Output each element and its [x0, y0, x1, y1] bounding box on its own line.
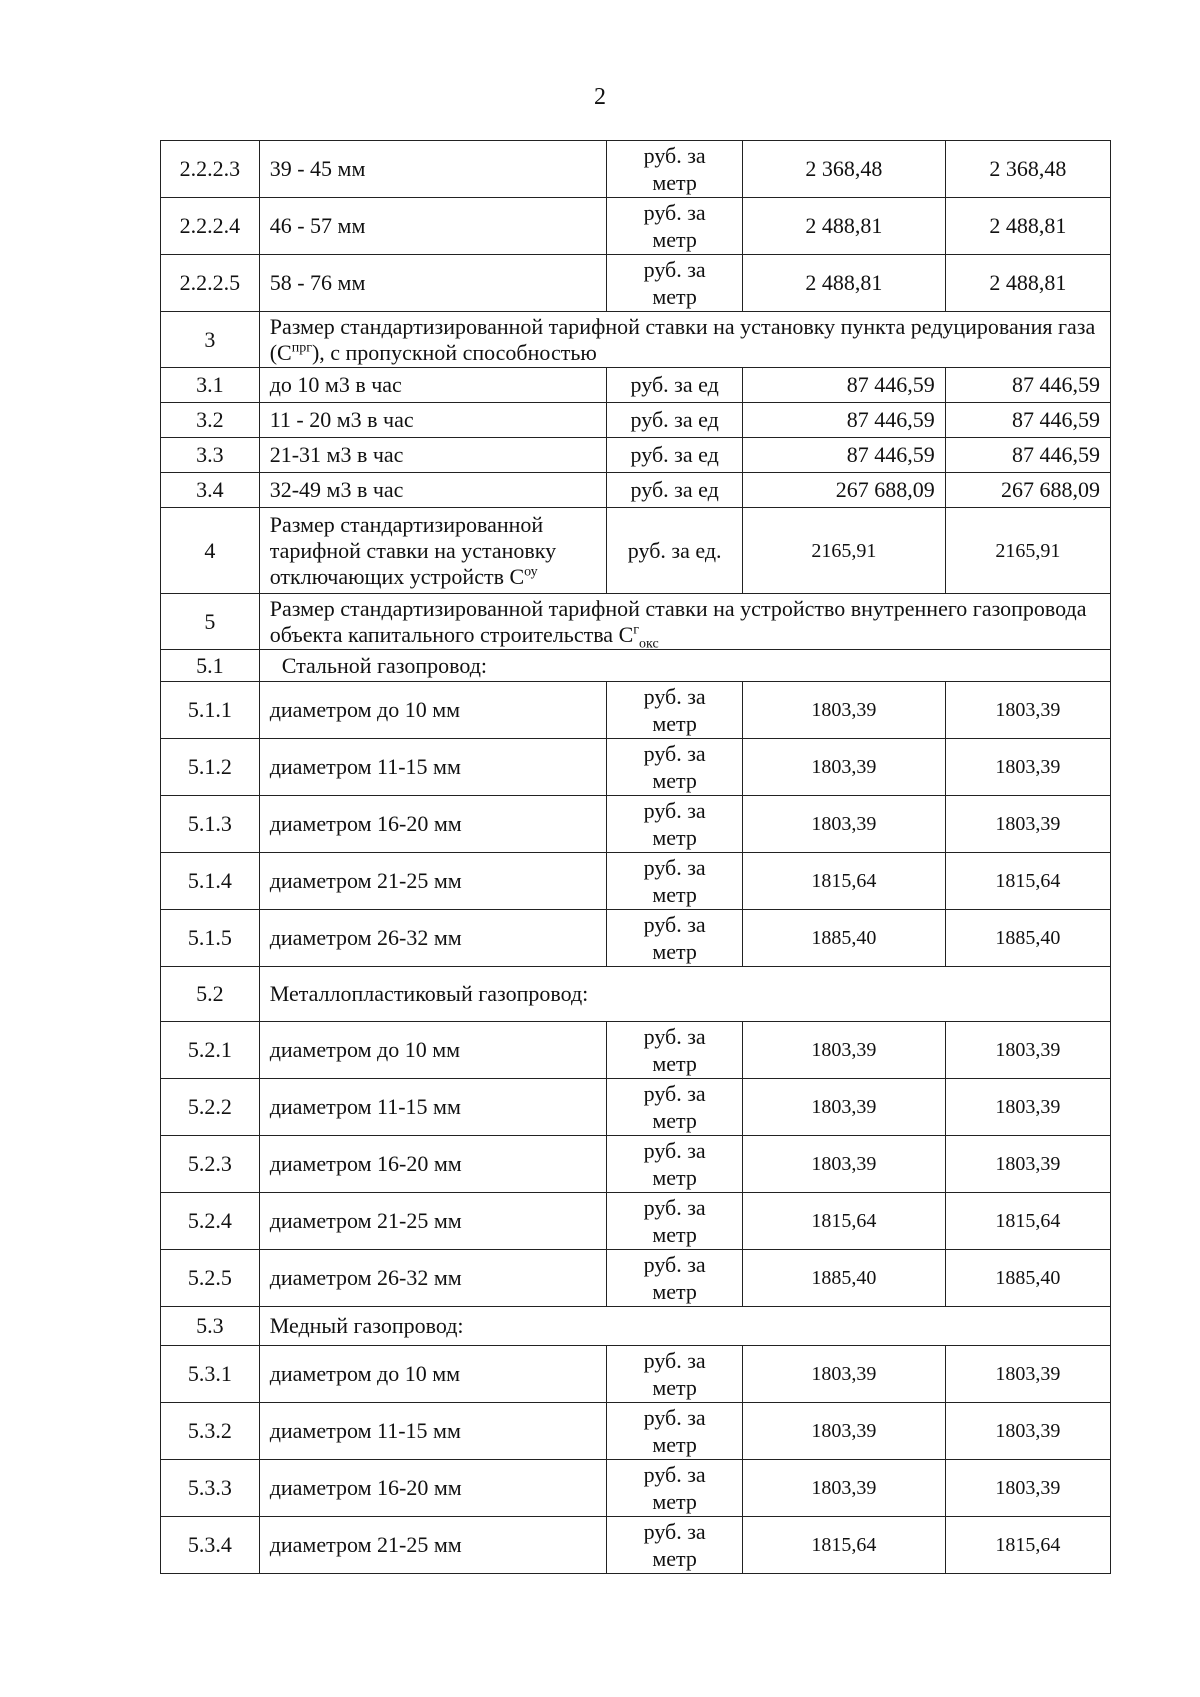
unit-line-1: руб. за — [643, 1405, 706, 1430]
row-code: 5.2.3 — [161, 1136, 260, 1193]
row-name: диаметром 21-25 мм — [259, 1193, 607, 1250]
row-code: 5.3 — [161, 1307, 260, 1346]
row-value-1: 1803,39 — [742, 1022, 945, 1079]
row-value-2: 1803,39 — [945, 1079, 1110, 1136]
row-value-2: 1803,39 — [945, 796, 1110, 853]
row-code: 5.1.5 — [161, 910, 260, 967]
row-value-1: 267 688,09 — [742, 473, 945, 508]
unit-line-1: руб. за — [643, 1348, 706, 1373]
row-unit — [607, 141, 742, 198]
row-code: 3.2 — [161, 403, 260, 438]
unit-line-1: руб. за — [643, 200, 706, 225]
row-name: диаметром до 10 мм — [259, 682, 607, 739]
row-value-1: 1803,39 — [742, 1079, 945, 1136]
row-unit: руб. за ед — [607, 473, 742, 508]
row-name: 58 - 76 мм — [259, 255, 607, 312]
row-value-1: 87 446,59 — [742, 438, 945, 473]
table-row — [161, 1022, 1111, 1079]
row-unit — [607, 1517, 742, 1574]
unit-line-1: руб. за — [643, 1195, 706, 1220]
row-unit — [607, 739, 742, 796]
row-code: 5 — [161, 594, 260, 650]
row-value-2: 1803,39 — [945, 1136, 1110, 1193]
table-row — [161, 1460, 1111, 1517]
row-name: 32-49 м3 в час — [259, 473, 607, 508]
row-unit — [607, 1079, 742, 1136]
row-unit — [607, 682, 742, 739]
heading-text: Размер стандартизированной тарифной ставки на установку пункта редуцирования газа (С — [269, 313, 1096, 365]
row-name: диаметром 16-20 мм — [259, 796, 607, 853]
row-name — [259, 508, 607, 594]
row-code: 3.4 — [161, 473, 260, 508]
row-name: диаметром до 10 мм — [259, 1022, 607, 1079]
row-code: 2.2.2.3 — [161, 141, 260, 198]
row-name: диаметром 16-20 мм — [259, 1136, 607, 1193]
row-code: 2.2.2.4 — [161, 198, 260, 255]
row-code: 5.3.4 — [161, 1517, 260, 1574]
row-code: 3 — [161, 312, 260, 368]
unit-line-2: метр — [652, 1165, 697, 1190]
table-row — [161, 682, 1111, 739]
row-name-text: Размер стандартизированной тарифной ставки на установку отключающих устройств С — [269, 511, 557, 589]
heading-text: Размер стандартизированной тарифной ставки на устройство внутреннего газопровода объекта капитального строительства С — [269, 595, 1087, 647]
unit-line-2: метр — [652, 1489, 697, 1514]
row-unit — [607, 1250, 742, 1307]
row-code: 3.3 — [161, 438, 260, 473]
row-code: 5.2.4 — [161, 1193, 260, 1250]
row-name-superscript: оу — [524, 564, 538, 580]
subsection-title: Металлопластиковый газопровод: — [259, 967, 1110, 1022]
row-unit — [607, 255, 742, 312]
table-row — [161, 312, 1111, 368]
heading-subscript: окс — [639, 635, 659, 651]
unit-line-1: руб. за — [643, 1081, 706, 1106]
row-value-1: 1815,64 — [742, 1517, 945, 1574]
row-name: диаметром 21-25 мм — [259, 1517, 607, 1574]
unit-line-2: метр — [652, 1108, 697, 1133]
unit-line-1: руб. за — [643, 1519, 706, 1544]
row-code: 5.3.3 — [161, 1460, 260, 1517]
row-value-2: 1803,39 — [945, 1460, 1110, 1517]
row-code: 3.1 — [161, 368, 260, 403]
tariff-table — [160, 140, 1111, 1574]
row-value-1: 87 446,59 — [742, 403, 945, 438]
row-unit: руб. за ед. — [607, 508, 742, 594]
row-code: 5.1.1 — [161, 682, 260, 739]
section-heading — [259, 594, 1110, 650]
unit-line-2: метр — [652, 170, 697, 195]
unit-line-2: метр — [652, 1222, 697, 1247]
row-unit: руб. за ед — [607, 403, 742, 438]
unit-line-1: руб. за — [643, 1138, 706, 1163]
row-value-2: 1815,64 — [945, 853, 1110, 910]
row-code: 2.2.2.5 — [161, 255, 260, 312]
row-name: 39 - 45 мм — [259, 141, 607, 198]
subsection-title: Медный газопровод: — [259, 1307, 1110, 1346]
row-value-2: 2 488,81 — [945, 198, 1110, 255]
row-value-1: 1815,64 — [742, 853, 945, 910]
table-row — [161, 141, 1111, 198]
table-row — [161, 1517, 1111, 1574]
row-value-1: 87 446,59 — [742, 368, 945, 403]
row-unit — [607, 1136, 742, 1193]
unit-line-1: руб. за — [643, 741, 706, 766]
row-value-1: 1803,39 — [742, 1403, 945, 1460]
row-code: 4 — [161, 508, 260, 594]
table-row — [161, 910, 1111, 967]
row-name: диаметром 11-15 мм — [259, 739, 607, 796]
row-value-2: 1803,39 — [945, 739, 1110, 796]
unit-line-2: метр — [652, 939, 697, 964]
row-code: 5.1 — [161, 650, 260, 682]
unit-line-2: метр — [652, 1432, 697, 1457]
table-row — [161, 438, 1111, 473]
table-row — [161, 473, 1111, 508]
unit-line-1: руб. за — [643, 855, 706, 880]
row-unit: руб. за ед — [607, 368, 742, 403]
table-row — [161, 368, 1111, 403]
unit-line-2: метр — [652, 1546, 697, 1571]
row-name: диаметром 11-15 мм — [259, 1403, 607, 1460]
row-value-1: 2 488,81 — [742, 198, 945, 255]
unit-line-1: руб. за — [643, 257, 706, 282]
row-name: диаметром 26-32 мм — [259, 1250, 607, 1307]
row-name: 46 - 57 мм — [259, 198, 607, 255]
table-row — [161, 853, 1111, 910]
unit-line-2: метр — [652, 825, 697, 850]
unit-line-2: метр — [652, 1051, 697, 1076]
row-value-2: 1803,39 — [945, 682, 1110, 739]
row-value-2: 267 688,09 — [945, 473, 1110, 508]
row-unit — [607, 910, 742, 967]
table-row — [161, 255, 1111, 312]
row-name: 21-31 м3 в час — [259, 438, 607, 473]
row-value-2: 87 446,59 — [945, 438, 1110, 473]
row-unit — [607, 1022, 742, 1079]
row-value-2: 87 446,59 — [945, 403, 1110, 438]
table-row — [161, 967, 1111, 1022]
row-value-2: 1885,40 — [945, 910, 1110, 967]
table-row — [161, 739, 1111, 796]
unit-line-2: метр — [652, 284, 697, 309]
unit-line-1: руб. за — [643, 143, 706, 168]
row-value-1: 1885,40 — [742, 1250, 945, 1307]
row-unit — [607, 1460, 742, 1517]
table-row — [161, 198, 1111, 255]
row-unit — [607, 1346, 742, 1403]
row-value-1: 2165,91 — [742, 508, 945, 594]
row-value-1: 1803,39 — [742, 1136, 945, 1193]
unit-line-2: метр — [652, 1375, 697, 1400]
row-value-2: 1803,39 — [945, 1346, 1110, 1403]
row-value-2: 1885,40 — [945, 1250, 1110, 1307]
table-row — [161, 403, 1111, 438]
table-row — [161, 796, 1111, 853]
row-value-2: 1803,39 — [945, 1403, 1110, 1460]
subsection-title: Стальной газопровод: — [259, 650, 1110, 682]
table-row — [161, 1346, 1111, 1403]
unit-line-2: метр — [652, 1279, 697, 1304]
row-unit — [607, 1193, 742, 1250]
row-code: 5.2.5 — [161, 1250, 260, 1307]
heading-text-tail: ), с пропускной способностью — [311, 339, 597, 365]
row-value-2: 2165,91 — [945, 508, 1110, 594]
row-name: до 10 м3 в час — [259, 368, 607, 403]
row-unit — [607, 796, 742, 853]
table-row — [161, 1193, 1111, 1250]
row-code: 5.1.2 — [161, 739, 260, 796]
row-code: 5.3.1 — [161, 1346, 260, 1403]
row-name: диаметром до 10 мм — [259, 1346, 607, 1403]
table-row — [161, 1307, 1111, 1346]
heading-superscript: г — [633, 622, 639, 638]
row-code: 5.2.2 — [161, 1079, 260, 1136]
table-row — [161, 1136, 1111, 1193]
row-value-2: 87 446,59 — [945, 368, 1110, 403]
unit-line-2: метр — [652, 711, 697, 736]
row-value-1: 1803,39 — [742, 739, 945, 796]
row-value-1: 2 368,48 — [742, 141, 945, 198]
row-value-1: 1885,40 — [742, 910, 945, 967]
row-value-2: 1803,39 — [945, 1022, 1110, 1079]
row-name: 11 - 20 м3 в час — [259, 403, 607, 438]
row-code: 5.1.3 — [161, 796, 260, 853]
table-row — [161, 1403, 1111, 1460]
unit-line-2: метр — [652, 227, 697, 252]
unit-line-2: метр — [652, 768, 697, 793]
row-code: 5.1.4 — [161, 853, 260, 910]
table-row — [161, 1250, 1111, 1307]
row-value-1: 1803,39 — [742, 796, 945, 853]
section-heading — [259, 312, 1110, 368]
table-row — [161, 594, 1111, 650]
unit-line-1: руб. за — [643, 1462, 706, 1487]
row-value-2: 2 368,48 — [945, 141, 1110, 198]
row-name: диаметром 11-15 мм — [259, 1079, 607, 1136]
row-unit — [607, 853, 742, 910]
row-value-1: 1803,39 — [742, 1346, 945, 1403]
row-name: диаметром 26-32 мм — [259, 910, 607, 967]
row-value-2: 2 488,81 — [945, 255, 1110, 312]
page-number: 2 — [594, 84, 606, 110]
row-value-1: 1803,39 — [742, 682, 945, 739]
row-value-2: 1815,64 — [945, 1517, 1110, 1574]
row-value-2: 1815,64 — [945, 1193, 1110, 1250]
row-name: диаметром 16-20 мм — [259, 1460, 607, 1517]
row-name: диаметром 21-25 мм — [259, 853, 607, 910]
table-row — [161, 650, 1111, 682]
unit-line-1: руб. за — [643, 798, 706, 823]
row-unit — [607, 198, 742, 255]
table-row — [161, 1079, 1111, 1136]
row-code: 5.2.1 — [161, 1022, 260, 1079]
row-value-1: 2 488,81 — [742, 255, 945, 312]
row-unit — [607, 1403, 742, 1460]
row-code: 5.2 — [161, 967, 260, 1022]
table-row — [161, 508, 1111, 594]
row-value-1: 1815,64 — [742, 1193, 945, 1250]
row-value-1: 1803,39 — [742, 1460, 945, 1517]
unit-line-1: руб. за — [643, 1024, 706, 1049]
unit-line-1: руб. за — [643, 684, 706, 709]
row-code: 5.3.2 — [161, 1403, 260, 1460]
unit-line-2: метр — [652, 882, 697, 907]
heading-superscript: прг — [291, 340, 312, 356]
unit-line-1: руб. за — [643, 912, 706, 937]
unit-line-1: руб. за — [643, 1252, 706, 1277]
row-unit: руб. за ед — [607, 438, 742, 473]
